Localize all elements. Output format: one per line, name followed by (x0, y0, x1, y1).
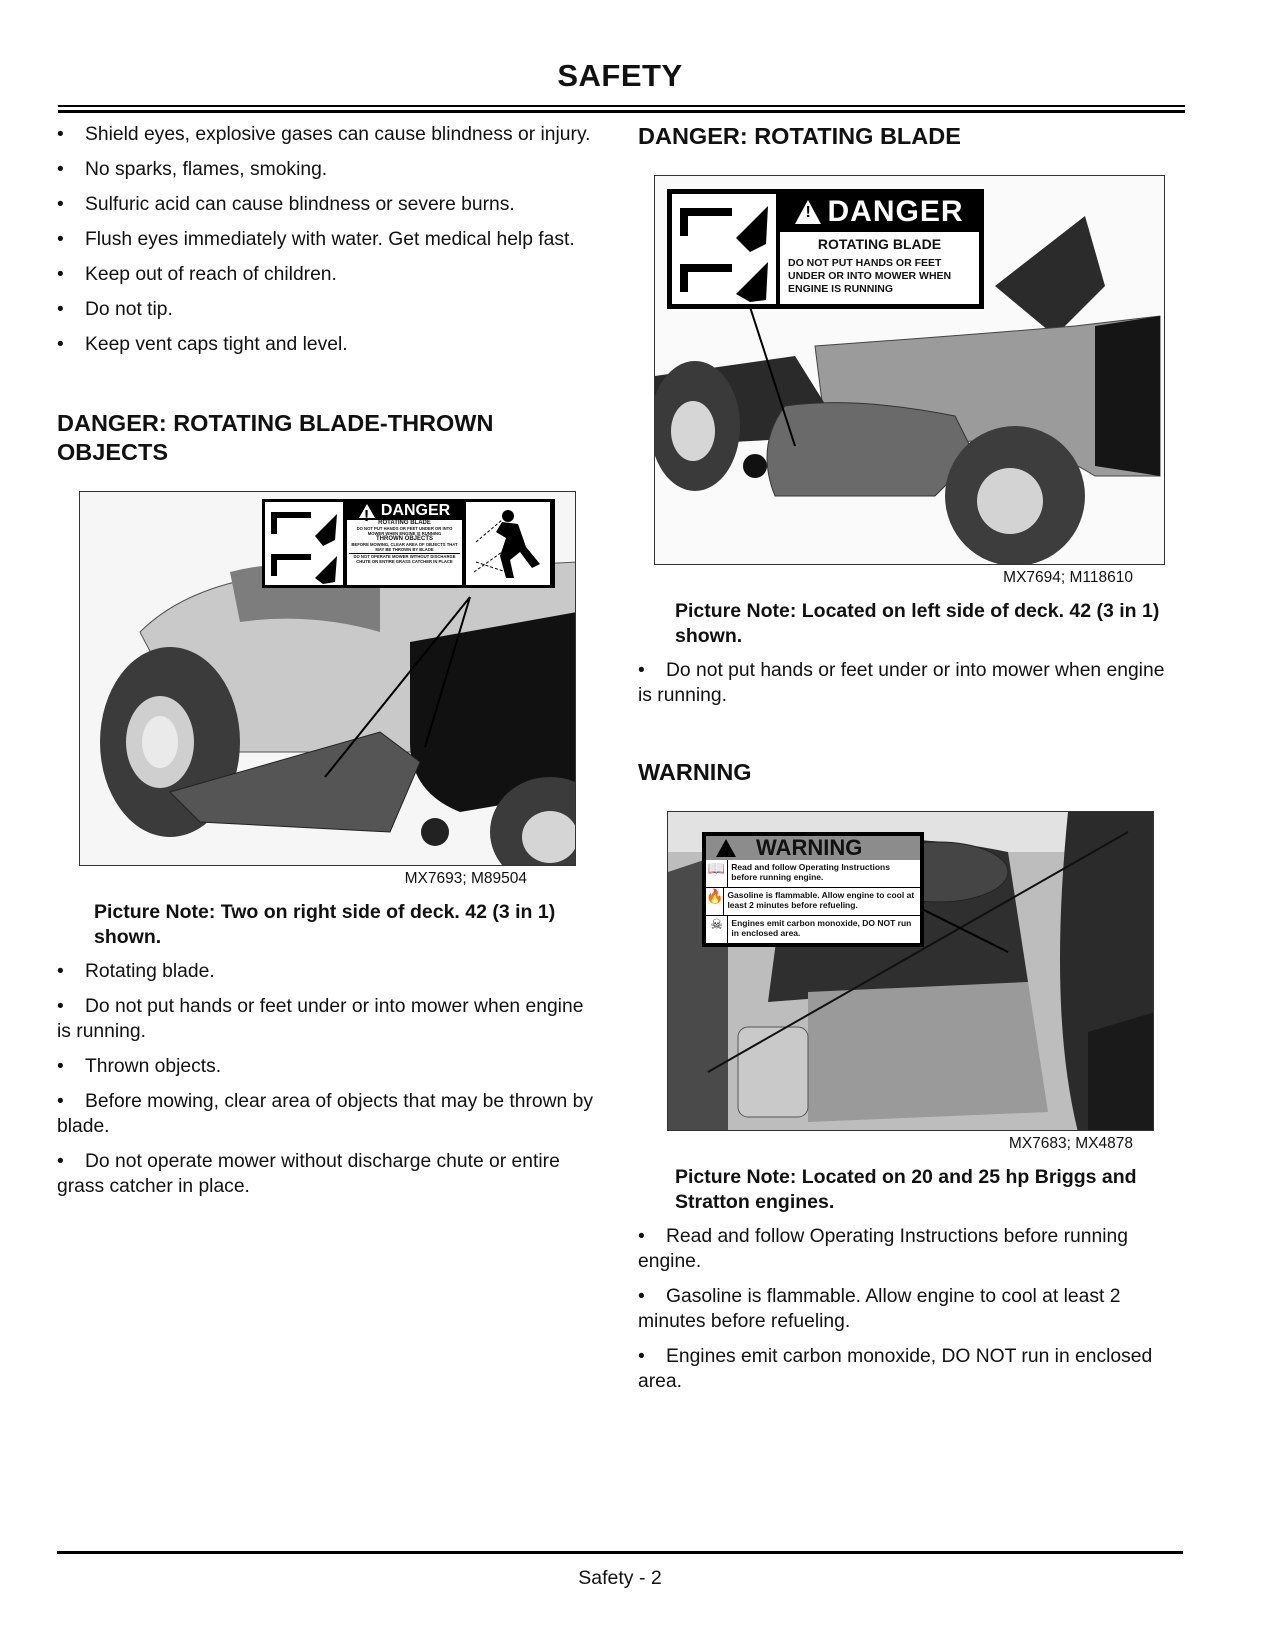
bullet-item: • No sparks, flames, smoking. (57, 159, 328, 180)
warning-bullet-list (638, 1224, 1183, 1394)
header-rule-thick (58, 110, 1185, 113)
decal-row: 🔥 Gasoline is flammable. Allow engine to cool at least 2 minutes before refueling. (706, 888, 920, 916)
hand-blade-pictogram (672, 194, 776, 304)
rotating-blade-bullet-list (638, 658, 1183, 708)
bullet-item: • Flush eyes immediately with water. Get medical help fast. (57, 229, 575, 250)
picture-note: Picture Note: Located on 20 and 25 hp Briggs and Stratton engines. (675, 1166, 1137, 1213)
decal-text-block: ! DANGER ROTATING BLADE DO NOT PUT HANDS OR FEET UNDER OR INTO MOWER WHEN ENGINE IS RUNNING (780, 194, 979, 304)
bullet-item: • Rotating blade. (57, 961, 215, 982)
figure-caption: MX7683; MX4878 (1008, 1135, 1133, 1152)
book-icon: 📖 (706, 860, 728, 887)
figure-mower-left-deck (654, 175, 1165, 565)
bullet-item: • Shield eyes, explosive gases can cause blindness or injury. (57, 124, 591, 145)
warning-decal-engine: WARNING 📖 Read and follow Operating Instructions before running engine. 🔥 Gasoline is flammable. Allow engine to cool at least 2 minutes before refueling. ☠ Engines emit carbon monoxide, DO NOT run in enclosed area. (702, 832, 924, 947)
bullet-item: • Sulfuric acid can cause blindness or severe burns. (57, 194, 515, 215)
thrown-objects-bullet-list (57, 959, 597, 1199)
decal-row: 📖 Read and follow Operating Instructions before running engine. (706, 860, 920, 888)
page-number: Safety - 2 (578, 1567, 662, 1589)
bullet-item: • Do not tip. (57, 299, 173, 320)
decal-text-block: ! DANGER ROTATING BLADE DO NOT PUT HANDS OR FEET UNDER OR INTO MOWER WHEN ENGINE IS RUNNING THROWN OBJECTS BEFORE MOWING, CLEAR AREA OF OBJECTS THAT MAY BE THROWN BY BLADE DO NOT OPERATE MOWER WITHOUT DISCHARGE CHUTE OR ENTIRE GRASS CATCHER IN PLACE (347, 502, 462, 585)
warning-triangle-icon (716, 839, 736, 857)
bullet-item: • Do not put hands or feet under or into mower when engine is running. (638, 660, 1165, 706)
bullet-item: • Keep out of reach of children. (57, 264, 337, 285)
battery-bullet-list (57, 122, 597, 357)
section-heading-thrown-objects: DANGER: ROTATING BLADE-THROWN OBJECTS (57, 410, 494, 465)
figure-engine-warning (667, 811, 1154, 1131)
right-column (638, 122, 1183, 1404)
figure-caption: MX7694; M118610 (1003, 569, 1133, 586)
bullet-item: • Gasoline is flammable. Allow engine to cool at least 2 minutes before refueling. (638, 1286, 1121, 1332)
page-title: SAFETY (557, 58, 683, 93)
left-column (57, 122, 597, 1209)
thrown-objects-pictogram (466, 502, 550, 585)
figure-caption: MX7693; M89504 (404, 870, 527, 887)
bullet-item: • Keep vent caps tight and level. (57, 334, 348, 355)
bullet-item: • Engines emit carbon monoxide, DO NOT run in enclosed area. (638, 1346, 1153, 1392)
bullet-item: • Thrown objects. (57, 1056, 222, 1077)
hand-blade-pictogram (265, 502, 343, 585)
section-heading-rotating-blade: DANGER: ROTATING BLADE (638, 123, 961, 149)
bullet-item: • Do not operate mower without discharge chute or entire grass catcher in place. (57, 1151, 560, 1197)
fumes-icon: ☠ (706, 916, 728, 943)
figure-mower-right-deck (79, 491, 576, 866)
footer-rule (57, 1551, 1183, 1554)
fire-icon: 🔥 (706, 888, 724, 915)
bullet-item: • Do not put hands or feet under or into mower when engine is running. (57, 996, 584, 1042)
danger-decal-thrown-objects (262, 499, 555, 588)
decal-row: ☠ Engines emit carbon monoxide, DO NOT run in enclosed area. (706, 916, 920, 943)
bullet-item: • Before mowing, clear area of objects that may be thrown by blade. (57, 1091, 593, 1137)
header-rule (58, 105, 1185, 107)
picture-note: Picture Note: Located on left side of deck. 42 (3 in 1) shown. (675, 600, 1160, 647)
section-heading-warning: WARNING (638, 759, 752, 785)
warning-triangle-icon (359, 504, 375, 518)
picture-note: Picture Note: Two on right side of deck. 42 (3 in 1) shown. (94, 901, 556, 948)
bullet-item: • Read and follow Operating Instructions before running engine. (638, 1226, 1128, 1272)
danger-decal-rotating-blade (667, 189, 984, 309)
warning-triangle-icon (795, 200, 821, 224)
